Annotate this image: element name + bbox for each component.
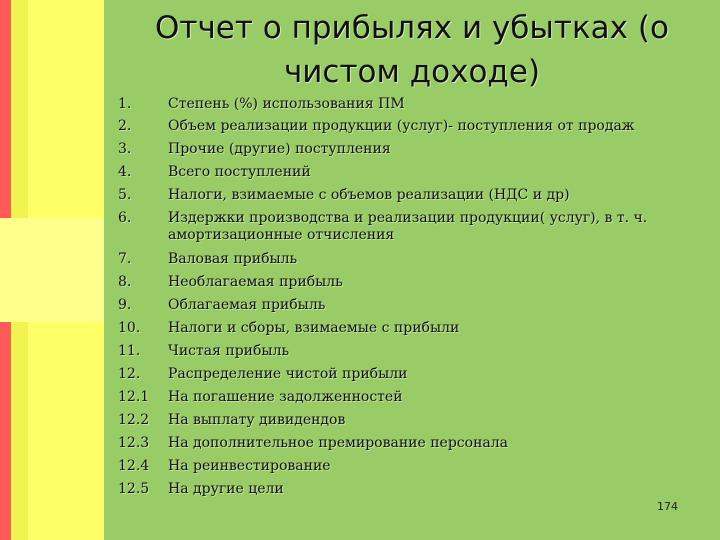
- item-number: 12.3: [118, 435, 150, 451]
- light-decor-block: [0, 218, 104, 322]
- item-number: 12.4: [118, 458, 150, 474]
- item-text: Всего поступлений: [168, 164, 311, 180]
- page-number: 174: [657, 500, 678, 513]
- report-item: [118, 366, 678, 383]
- report-items-list: [118, 96, 678, 504]
- item-text: На погашение задолженностей: [168, 389, 403, 405]
- item-text: Налоги, взимаемые с объемов реализации (НДС и др): [168, 187, 570, 203]
- item-text: Валовая прибыль: [168, 251, 298, 267]
- item-text: На другие цели: [168, 481, 284, 497]
- item-number: 9.: [118, 297, 132, 313]
- item-text: Степень (%) использования ПМ: [168, 96, 405, 112]
- report-item: [118, 141, 678, 158]
- item-text: Необлагаемая прибыль: [168, 274, 343, 290]
- report-item: [118, 435, 678, 452]
- item-number: 8.: [118, 274, 132, 290]
- item-number: 10.: [118, 320, 141, 336]
- report-item: [118, 96, 678, 113]
- report-item: [118, 297, 678, 314]
- report-item: [118, 320, 678, 337]
- report-item: [118, 274, 678, 291]
- item-text: Налоги и сборы, взимаемые с прибыли: [168, 320, 460, 336]
- item-text: Издержки производства и реализации продукции( услуг), в т. ч. амортизационные отчисления: [168, 210, 648, 243]
- item-text: На дополнительное премирование персонала: [168, 435, 508, 451]
- item-number: 3.: [118, 141, 132, 157]
- item-number: 12.: [118, 366, 141, 382]
- report-item: [118, 118, 678, 135]
- item-number: 1.: [118, 96, 132, 112]
- report-item: [118, 458, 678, 475]
- slide-title: Отчет о прибылях и убытках (о чистом доходе): [155, 10, 669, 90]
- report-item: [118, 481, 678, 498]
- item-text: На реинвестирование: [168, 458, 331, 474]
- report-item: [118, 389, 678, 406]
- item-number: 12.5: [118, 481, 150, 497]
- item-text: Распределение чистой прибыли: [168, 366, 408, 382]
- report-item: [118, 343, 678, 360]
- report-item: [118, 187, 678, 204]
- item-text: На выплату дивидендов: [168, 412, 346, 428]
- item-text: Чистая прибыль: [168, 343, 290, 359]
- report-item: [118, 412, 678, 429]
- item-text: Объем реализации продукции (услуг)- поступления от продаж: [168, 118, 635, 134]
- item-number: 11.: [118, 343, 141, 359]
- item-number: 12.1: [118, 389, 150, 405]
- item-number: 2.: [118, 118, 132, 134]
- item-number: 4.: [118, 164, 132, 180]
- report-item: [118, 210, 678, 244]
- item-number: 7.: [118, 251, 132, 267]
- report-item: [118, 251, 678, 268]
- item-number: 5.: [118, 187, 132, 203]
- item-text: Облагаемая прибыль: [168, 297, 326, 313]
- report-item: [118, 164, 678, 181]
- item-number: 12.2: [118, 412, 150, 428]
- item-text: Прочие (другие) поступления: [168, 141, 391, 157]
- item-number: 6.: [118, 210, 132, 226]
